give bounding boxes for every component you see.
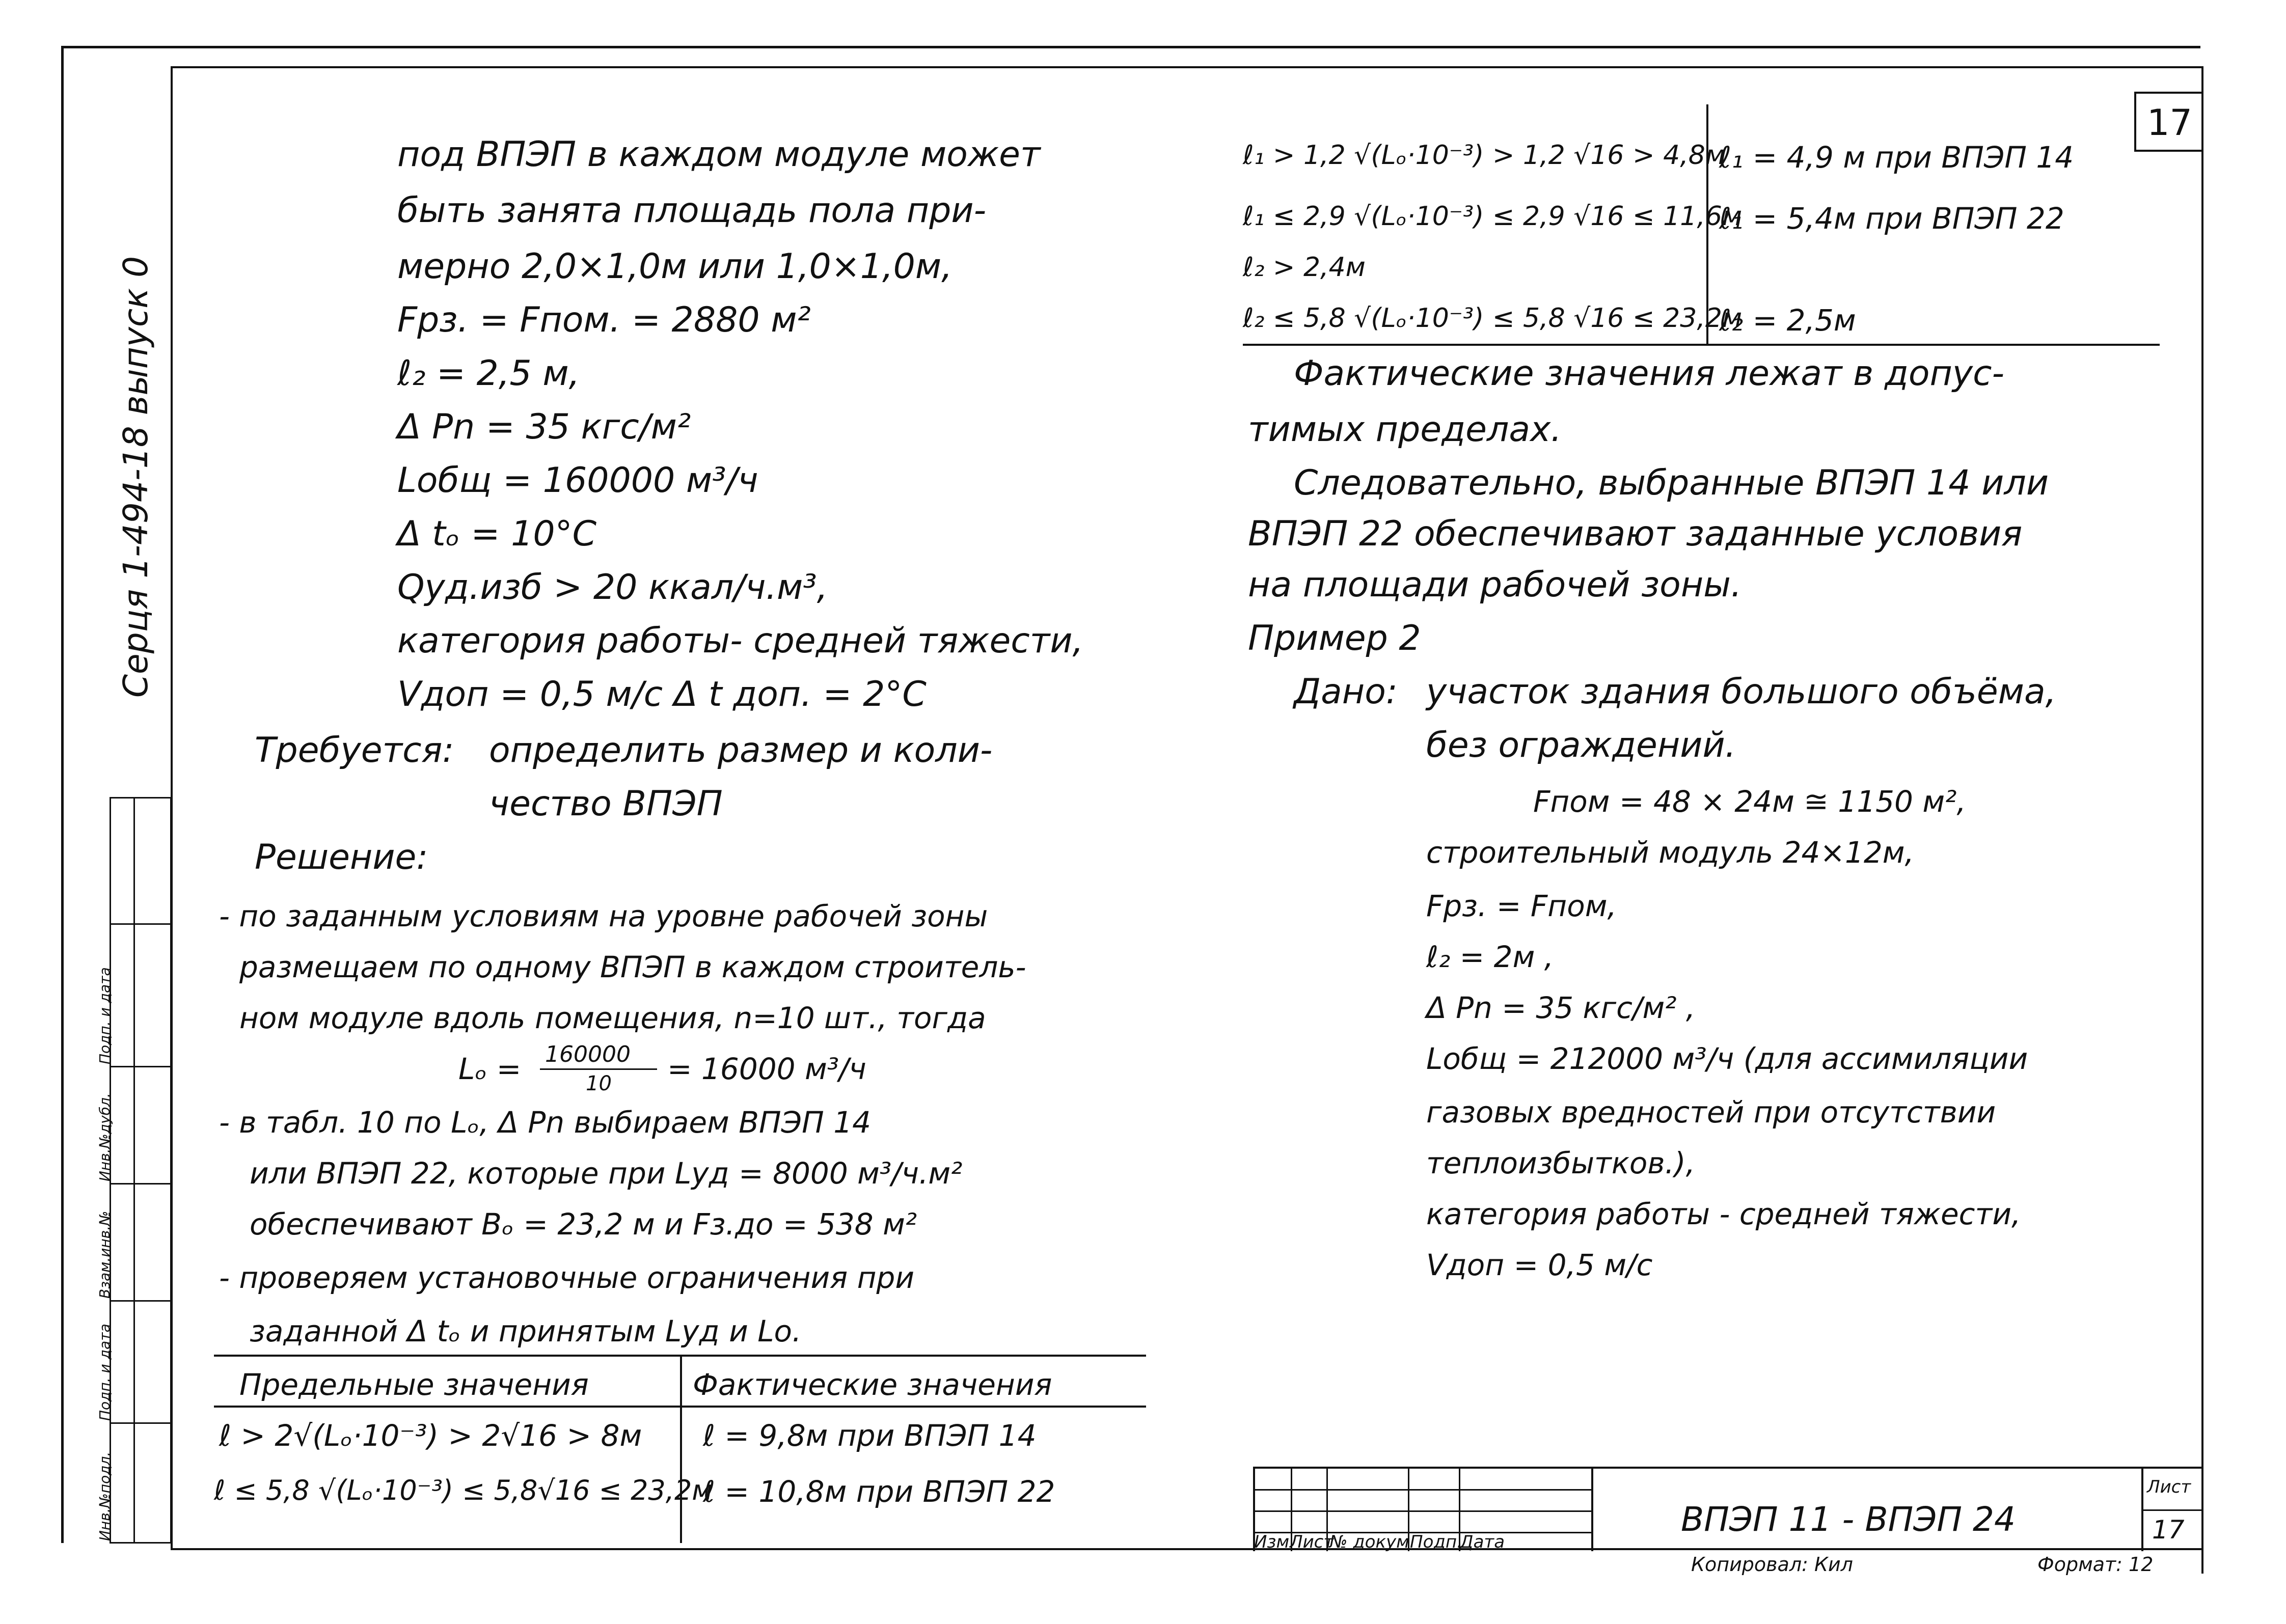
given-line: без ограждений. (1426, 725, 1736, 765)
sheet-label: Лист (2147, 1477, 2191, 1497)
right-table-cell: ℓ₂ > 2,4м (1243, 252, 1366, 283)
limits-cell: ℓ ≤ 5,8 √(Lₒ·10⁻³) ≤ 5,8√16 ≤ 23,2м (214, 1474, 713, 1506)
given-line: участок здания большого объёма, (1426, 672, 2057, 712)
left-line: Qуд.изб > 20 ккал/ч.м³, (397, 567, 828, 608)
sheet-value: 17 (2152, 1515, 2185, 1545)
left-line: мерно 2,0×1,0м или 1,0×1,0м, (397, 246, 953, 287)
limits-cell: ℓ = 9,8м при ВПЭП 14 (703, 1418, 1037, 1453)
right-table-cell: ℓ₁ > 1,2 √(Lₒ·10⁻³) > 1,2 √16 > 4,8м (1243, 140, 1726, 171)
series-label: Серця 1-494-18 выпуск 0 (116, 256, 155, 698)
doc-title: ВПЭП 11 - ВПЭП 24 (1681, 1500, 2016, 1539)
right-line: Следовательно, выбранные ВПЭП 14 или (1294, 463, 2049, 503)
left-line: Δ tₒ = 10°C (397, 514, 597, 554)
right-line: на площади рабочей зоны. (1248, 565, 1742, 605)
limits-cell: ℓ = 10,8м при ВПЭП 22 (703, 1474, 1055, 1509)
title-col-label: Изм. (1254, 1532, 1295, 1552)
side-stamp (96, 797, 172, 1544)
frame-top (171, 66, 2203, 68)
left-line: категория работы- средней тяжести, (397, 621, 1084, 661)
required-label: Требуется: (255, 730, 454, 770)
solution-line: обеспечивают Bₒ = 23,2 м и Fз.дo = 538 м² (250, 1207, 917, 1242)
title-col-label: Подп. (1410, 1532, 1462, 1552)
given-line: Fрз. = Fпом, (1426, 889, 1617, 923)
format-label: Формат: 12 (2037, 1553, 2154, 1576)
side-stamp-cell: Подп. и дата (96, 967, 113, 1064)
side-stamp-cell: Взам.инв.№ (96, 1210, 113, 1299)
example-heading: Пример 2 (1248, 618, 1421, 658)
solution-line: - в табл. 10 по Lₒ, Δ Pn выбираем ВПЭП 14 (219, 1105, 871, 1140)
formula-left: Lₒ = (458, 1052, 522, 1086)
required-text: определить размер и коли- (489, 730, 993, 770)
frame-right (2201, 66, 2203, 1574)
right-table-bottom (1243, 344, 2160, 346)
right-table-cell: ℓ₁ ≤ 2,9 √(Lₒ·10⁻³) ≤ 2,9 √16 ≤ 11,6м (1243, 201, 1743, 232)
given-label: Дано: (1294, 672, 1398, 712)
fraction-bar (540, 1068, 657, 1070)
solution-line: заданной Δ tₒ и принятым Lуд и Lo. (250, 1314, 802, 1348)
solution-label: Решение: (255, 837, 428, 877)
solution-line: ном модуле вдоль помещения, n=10 шт., тогда (239, 1001, 986, 1035)
side-stamp-cell: Инв.№дубл. (96, 1093, 113, 1181)
side-stamp-cell: Подп. и дата (96, 1324, 113, 1421)
left-line: Vдоп = 0,5 м/с Δ t доп. = 2°C (397, 674, 927, 714)
frame-top-outer (61, 46, 2200, 48)
given-line: Lобщ = 212000 м³/ч (для ассимиляции (1426, 1041, 2028, 1076)
limits-table-divider (680, 1355, 682, 1543)
given-line: теплоизбытков.), (1426, 1146, 1696, 1180)
given-line: Fпом = 48 × 24м ≅ 1150 м², (1533, 784, 1966, 819)
limits-header: Предельные значения (239, 1367, 589, 1402)
solution-line: - по заданным условиям на уровне рабочей зоны (219, 899, 988, 933)
given-line: строительный модуль 24×12м, (1426, 835, 1914, 870)
solution-line: - проверяем установочные ограничения при (219, 1260, 915, 1295)
given-line: газовых вредностей при отсутствии (1426, 1095, 1996, 1130)
formula-denominator: 10 (586, 1072, 612, 1095)
left-line: под ВПЭП в каждом модуле может (397, 134, 1041, 175)
left-line: Fрз. = Fпом. = 2880 м² (397, 300, 811, 340)
copied-by: Копировал: Кил (1691, 1553, 1853, 1576)
right-line: Фактические значения лежат в допус- (1294, 353, 2005, 394)
right-table-cell: ℓ₁ = 4,9 м при ВПЭП 14 (1719, 140, 2074, 175)
right-table-cell: ℓ₂ = 2,5м (1719, 303, 1856, 338)
solution-line: размещаем по одному ВПЭП в каждом строитель- (239, 950, 1026, 984)
given-line: Vдоп = 0,5 м/с (1426, 1248, 1653, 1282)
formula-numerator: 160000 (545, 1041, 631, 1067)
limits-cell: ℓ > 2√(Lₒ·10⁻³) > 2√16 > 8м (219, 1418, 642, 1453)
left-line: Lобщ = 160000 м³/ч (397, 460, 758, 501)
title-col-label: Дата (1460, 1532, 1505, 1552)
given-line: категория работы - средней тяжести, (1426, 1197, 2021, 1231)
right-table-cell: ℓ₁ = 5,4м при ВПЭП 22 (1719, 201, 2064, 236)
left-line: ℓ₂ = 2,5 м, (397, 353, 580, 394)
limits-header: Фактические значения (693, 1367, 1052, 1402)
given-line: Δ Pn = 35 кгс/м² , (1426, 990, 1696, 1025)
right-table-cell: ℓ₂ ≤ 5,8 √(Lₒ·10⁻³) ≤ 5,8 √16 ≤ 23,2м (1243, 303, 1743, 334)
given-line: ℓ₂ = 2м , (1426, 940, 1554, 974)
right-line: ВПЭП 22 обеспечивают заданные условия (1248, 514, 2023, 554)
required-text: чество ВПЭП (489, 784, 723, 824)
solution-line: или ВПЭП 22, которые при Lуд = 8000 м³/ч.м² (250, 1156, 963, 1191)
title-col-label: Лист (1290, 1532, 1334, 1552)
left-line: Δ Pn = 35 кгс/м² (397, 407, 691, 447)
frame-left-outer (61, 46, 64, 1543)
left-line: быть занята площадь пола при- (397, 190, 987, 231)
side-stamp-cell: Инв.№подл. (96, 1451, 113, 1541)
formula-right: = 16000 м³/ч (667, 1052, 866, 1086)
sheet-number: 17 (2147, 102, 2193, 144)
title-col-label: № докум (1329, 1532, 1409, 1552)
right-line: тимых пределах. (1248, 409, 1562, 450)
